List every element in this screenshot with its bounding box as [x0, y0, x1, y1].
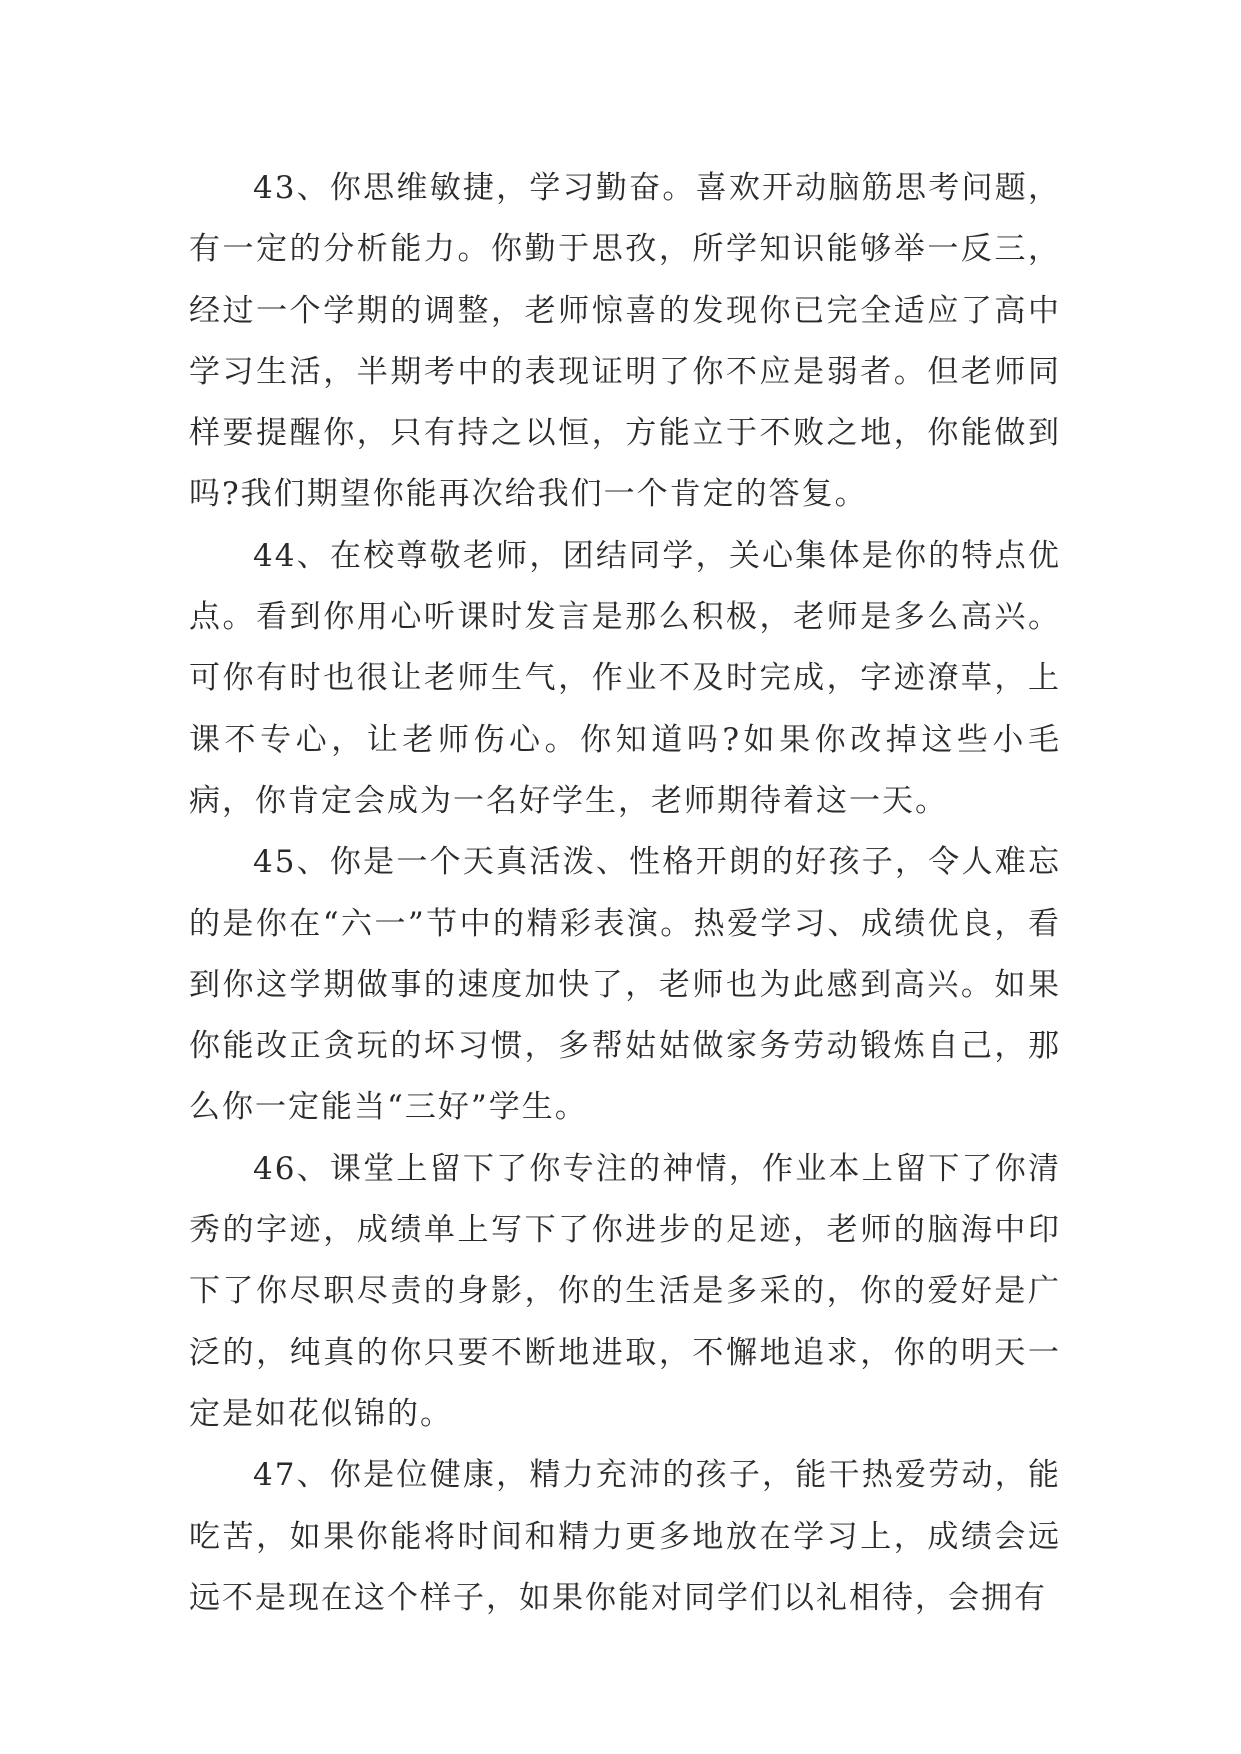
- paragraph-46: 46、课堂上留下了你专注的神情，作业本上留下了你清秀的字迹，成绩单上写下了你进步的足迹，老师的脑海中印下了你尽职尽责的身影，你的生活是多采的，你的爱好是广泛的，纯真的你只要不断地进取，不懈地追求，你的明天一定是如花似锦的。: [189, 1150, 1061, 1432]
- paragraph-47: 47、你是位健康，精力充沛的孩子，能干热爱劳动，能吃苦，如果你能将时间和精力更多地放在学习上，成绩会远远不是现在这个样子，如果你能对同学们以礼相待，会拥有: [189, 1457, 1061, 1616]
- paragraph-43: 43、你思维敏捷，学习勤奋。喜欢开动脑筋思考问题，有一定的分析能力。你勤于思孜，所学知识能够举一反三，经过一个学期的调整，老师惊喜的发现你已完全适应了高中学习生活，半期考中的表现证明了你不应是弱者。但老师同样要提醒你，只有持之以恒，方能立于不败之地，你能做到吗?我们期望你能再次给我们一个肯定的答复。: [189, 170, 1061, 513]
- paragraph-44: 44、在校尊敬老师，团结同学，关心集体是你的特点优点。看到你用心听课时发言是那么积极，老师是多么高兴。可你有时也很让老师生气，作业不及时完成，字迹潦草，上课不专心，让老师伤心。你知道吗?如果你改掉这些小毛病，你肯定会成为一名好学生，老师期待着这一天。: [189, 537, 1061, 819]
- paragraph-45: 45、你是一个天真活泼、性格开朗的好孩子，令人难忘的是你在“六一”节中的精彩表演。热爱学习、成绩优良，看到你这学期做事的速度加快了，老师也为此感到高兴。如果你能改正贪玩的坏习惯，多帮姑姑做家务劳动锻炼自己，那么你一定能当“三好”学生。: [189, 844, 1061, 1126]
- document-body: [189, 158, 1061, 1629]
